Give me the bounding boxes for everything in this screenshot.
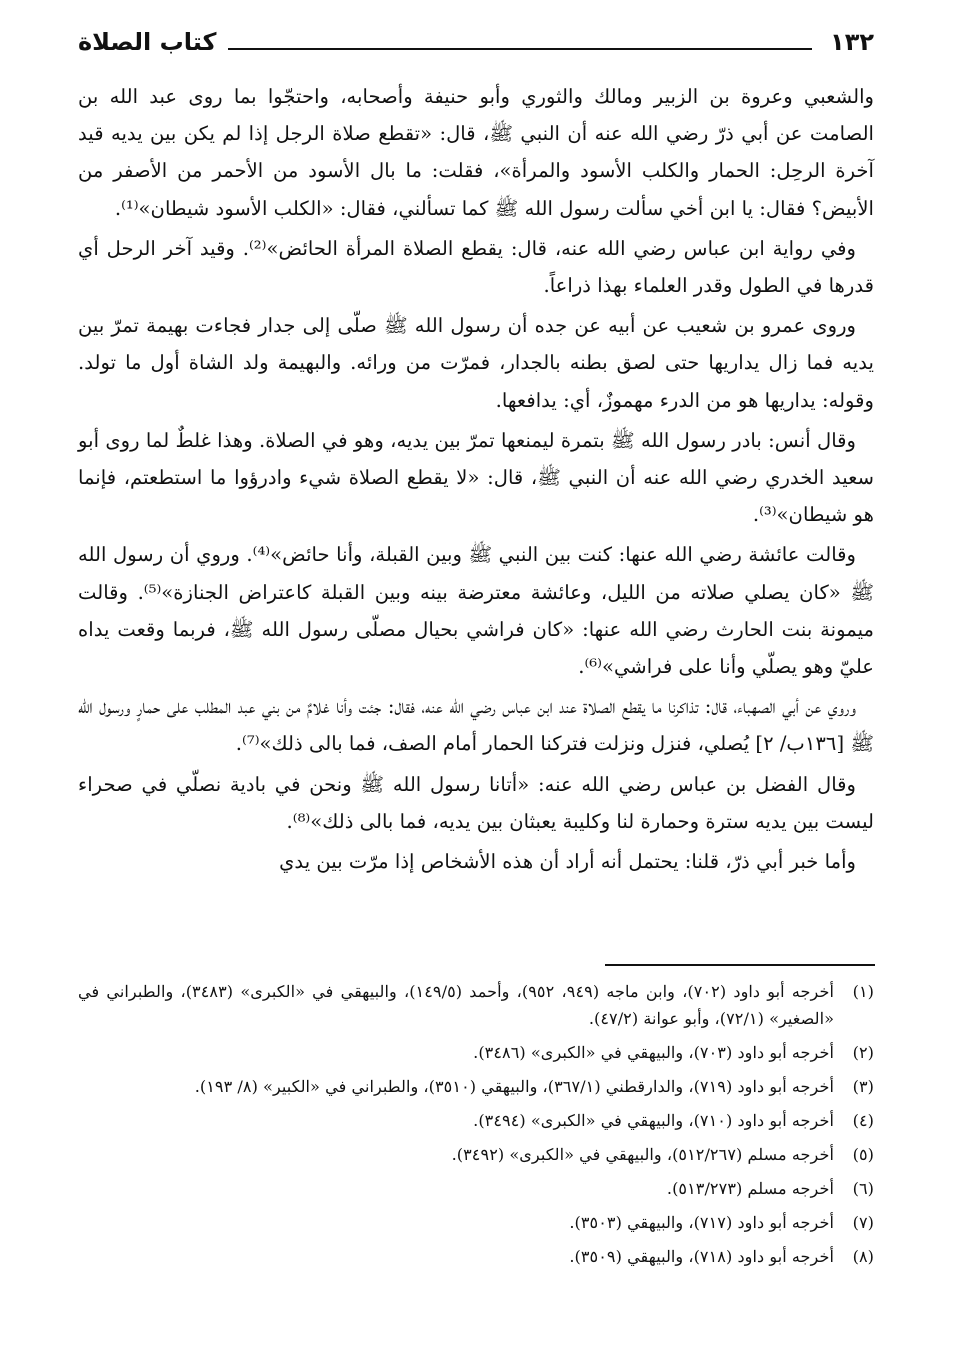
paragraph: والشعبي وعروة بن الزبير ومالك والثوري وأبو حنيفة وأصحابه، واحتجّوا بما روى عبد الله بن الصامت عن أبي ذرّ رضي الله عنه أن النبي ﷺ، قال: «تقطع صلاة الرجل إذا لم يكن بين يديه قيد آخرة الرحِل: الحمار والكلب الأسود والمرأة»، فقلت: ما بال الأسود من الأحمر من الأصفر من الأبيض؟ فقال: يا ابن أخي سألت رسول الله ﷺ كما تسألني، فقال: «الكلب الأسود شيطان»⁽¹⁾. [78, 85, 874, 220]
footnote [78, 1039, 874, 1066]
footnote [78, 1073, 874, 1100]
footnote-number: (٢) [852, 1043, 874, 1062]
page-header [78, 28, 874, 66]
main-text [78, 78, 874, 883]
footnote [78, 1243, 874, 1270]
footnote [78, 1141, 874, 1168]
paragraph: وروى عمرو بن شعيب عن أبيه عن جده أن رسول الله ﷺ صلّى إلى جدار فجاءت بهيمة تمرّ بين يديه فما زال يداريها حتى لصق بطنه بالجدار، فمرّت من ورائه. والبهيمة ولد الشاة أول ما تولد. وقوله: يداريها هو من الدرء مهموزٌ، أي: يدافعها. [78, 314, 874, 412]
page-number: ١٣٢ [830, 28, 874, 56]
footnote-number: (٣) [852, 1077, 874, 1096]
footnote-number: (٥) [852, 1145, 874, 1164]
footnote-text: أخرجه أبو داود (٧٠٢)، وابن ماجه (٩٤٩، ٩٥٢)، وأحمد (١٤٩/٥)، والبيهقي في «الكبرى» (٣٤٨٣)، والطبراني في «الصغير» (٧٢/١)، وأبو عوانة (٤٧/٢). [78, 982, 834, 1028]
footnote-number: (١) [852, 982, 874, 1001]
book-title: كتاب الصلاة [78, 28, 217, 56]
footnotes [78, 978, 874, 1277]
footnote-number: (٦) [852, 1179, 874, 1198]
paragraph: وروي عن أبي الصهباء، قال: تذاكرنا ما يقطع الصلاة عند ابن عباس رضي الله عنه، فقال: جئت وأنا غلامٌ من بني عبد المطلب على حمارٍ ورسول الله ﷺ [١٣٦ب/ ٢] يُصلي، فنزل ونزلت فتركنا الحمار أمام الصف، فما بالى ذلك»⁽⁷⁾. [78, 695, 874, 756]
footnote [78, 978, 874, 1032]
paragraph: وقالت عائشة رضي الله عنها: كنت بين النبي ﷺ وبين القبلة، وأنا حائض»⁽⁴⁾. وروي أن رسول الله ﷺ «كان يصلي صلاته من الليل، وعائشة معترضة بينه وبين القبلة كاعتراض الجنازة»⁽⁵⁾. وقالت ميمونة بنت الحارث رضي الله عنها: «كان فراشي بحيال مصلّى رسول الله ﷺ، فربما وقعت يداه عليّ وهو يصلّي وأنا على فراشي»⁽⁶⁾. [78, 543, 875, 679]
footnote [78, 1107, 874, 1134]
footnote-text: أخرجه أبو داود (٧٠٣)، والبيهقي في «الكبرى» (٣٤٨٦). [473, 1043, 834, 1062]
footnote-text: أخرجه مسلم (٥١٣/٢٧٣). [666, 1179, 834, 1198]
footnote-text: أخرجه أبو داود (٧١٨)، والبيهقي (٣٥٠٩). [569, 1247, 834, 1266]
paragraph: وقال أنس: بادر رسول الله ﷺ بتمرة ليمنعها تمرّ بين يديه، وهو في الصلاة. وهذا غلطٌ لما روى أبو سعيد الخدري رضي الله عنه أن النبي ﷺ، قال: «لا يقطع الصلاة شيء وادرؤوا ما استطعتم، فإنما هو شيطان»⁽³⁾. [78, 428, 874, 527]
paragraph: وفي رواية ابن عباس رضي الله عنه، قال: يقطع الصلاة المرأة الحائض»⁽²⁾. وقيد آخر الرحل أي قدرها في الطول وقدر العلماء بهذا ذراعاً. [78, 236, 874, 298]
footnote [78, 1209, 874, 1236]
footnote-text: أخرجه مسلم (٥١٢/٢٦٧)، والبيهقي في «الكبرى» (٣٤٩٢). [451, 1145, 834, 1164]
footnote-text: أخرجه أبو داود (٧١٠)، والبيهقي في «الكبرى» (٣٤٩٤). [473, 1111, 834, 1130]
paragraph: وقال الفضل بن عباس رضي الله عنه: «أتانا رسول الله ﷺ ونحن في بادية نصلّي في صحراء ليست بين يديه سترة وحمارة لنا وكليبة يعبثان بين يديه، فما بالى ذلك»⁽⁸⁾. [78, 772, 874, 833]
footnote-number: (٤) [852, 1111, 874, 1130]
footnote-number: (٧) [852, 1213, 874, 1232]
footnote-text: أخرجه أبو داود (٧١٩)، والدارقطني (٣٦٧/١)، والبيهقي (٣٥١٠)، والطبراني في «الكبير» (٨/ ١٩٣). [194, 1077, 834, 1096]
header-rule [228, 48, 812, 50]
footnote-separator [605, 964, 875, 966]
paragraph: وأما خبر أبي ذرّ، قلنا: يحتمل أنه أراد أن هذه الأشخاص إذا مرّت بين يدي [279, 850, 856, 874]
footnote-number: (٨) [852, 1247, 874, 1266]
footnote-text: أخرجه أبو داود (٧١٧)، والبيهقي (٣٥٠٣). [569, 1213, 834, 1232]
footnote [78, 1175, 874, 1202]
